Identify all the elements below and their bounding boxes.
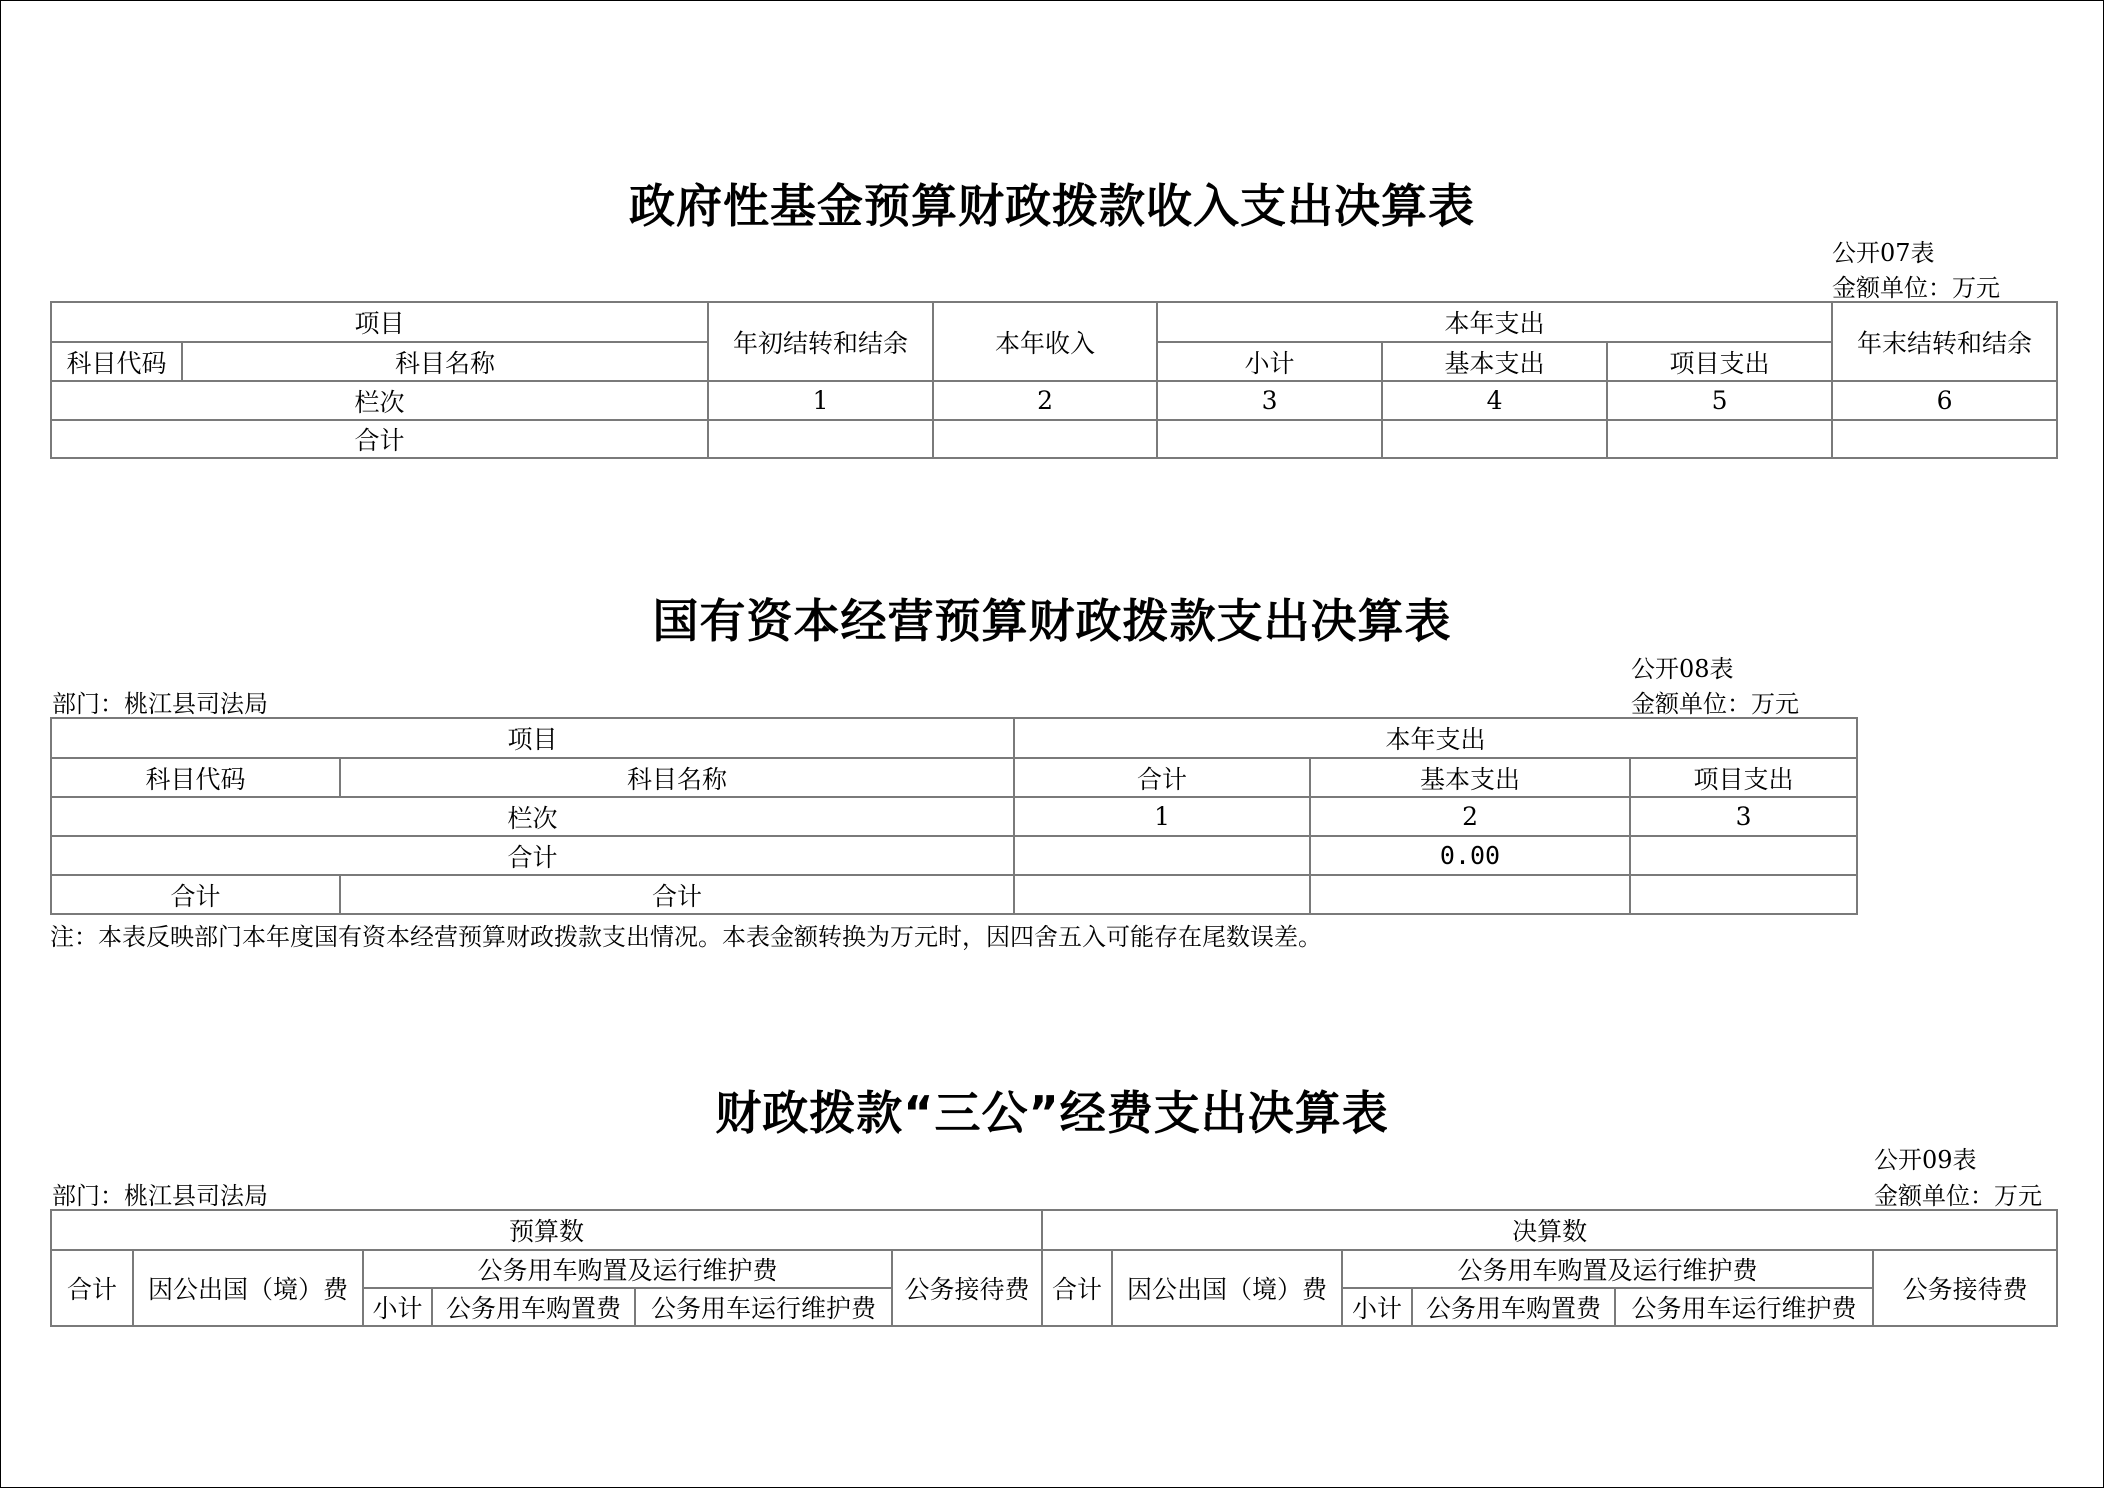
column-index: 6 [1832, 381, 2057, 420]
header-item: 项目 [51, 718, 1014, 758]
final-total-header: 合计 [1042, 1250, 1112, 1326]
table08-grid [50, 717, 1858, 915]
data-cell [1630, 875, 1857, 914]
total-cell [1832, 420, 2057, 458]
table07-number: 公开07表 [1832, 239, 1935, 267]
table07-grid [50, 301, 2058, 459]
final-reception-header: 公务接待费 [1873, 1250, 2057, 1326]
header-subject-code: 科目代码 [51, 342, 182, 381]
table09-department: 部门：桃江县司法局 [52, 1182, 268, 1210]
header-final: 决算数 [1042, 1210, 2057, 1250]
column-index: 4 [1382, 381, 1607, 420]
header-basic-expense: 基本支出 [1382, 342, 1607, 381]
budget-vehicle-header: 公务用车购置及运行维护费 [363, 1250, 892, 1288]
budget-subtotal-header: 小计 [363, 1288, 432, 1326]
total-cell [1607, 420, 1832, 458]
column-index: 2 [933, 381, 1157, 420]
total-row-label: 合计 [51, 836, 1014, 875]
row-subject-name: 合计 [340, 875, 1014, 914]
total-cell [1014, 836, 1310, 875]
header-item: 项目 [51, 302, 708, 342]
final-abroad-header: 因公出国（境）费 [1112, 1250, 1342, 1326]
header-expense: 本年支出 [1014, 718, 1857, 758]
table09-title: 财政拨款“三公”经费支出决算表 [715, 1086, 1389, 1140]
final-vehicle-maintenance-header: 公务用车运行维护费 [1615, 1288, 1873, 1326]
row-subject-code: 合计 [51, 875, 340, 914]
header-expense: 本年支出 [1157, 302, 1832, 342]
total-cell [708, 420, 933, 458]
table09-unit: 金额单位：万元 [1874, 1182, 2042, 1210]
table09-grid [50, 1209, 2058, 1327]
header-subject-name: 科目名称 [182, 342, 708, 381]
column-index-label: 栏次 [51, 381, 708, 420]
final-vehicle-purchase-header: 公务用车购置费 [1412, 1288, 1615, 1326]
header-basic-expense: 基本支出 [1310, 758, 1630, 797]
header-end-balance: 年末结转和结余 [1832, 302, 2057, 381]
header-budget: 预算数 [51, 1210, 1042, 1250]
column-index: 1 [708, 381, 933, 420]
column-index: 2 [1310, 797, 1630, 836]
header-begin-balance: 年初结转和结余 [708, 302, 933, 381]
final-vehicle-header: 公务用车购置及运行维护费 [1342, 1250, 1873, 1288]
header-subtotal: 小计 [1157, 342, 1382, 381]
data-cell [1014, 875, 1310, 914]
budget-vehicle-maintenance-header: 公务用车运行维护费 [635, 1288, 892, 1326]
header-subject-name: 科目名称 [340, 758, 1014, 797]
total-cell [933, 420, 1157, 458]
table08-number: 公开08表 [1631, 655, 1734, 683]
total-basic-value: 0.00 [1310, 836, 1630, 875]
header-income: 本年收入 [933, 302, 1157, 381]
table08-unit: 金额单位：万元 [1631, 690, 1799, 718]
table07-unit: 金额单位：万元 [1832, 274, 2000, 302]
table07-title: 政府性基金预算财政拨款收入支出决算表 [629, 179, 1475, 233]
total-cell [1157, 420, 1382, 458]
final-subtotal-header: 小计 [1342, 1288, 1412, 1326]
column-index: 3 [1157, 381, 1382, 420]
budget-vehicle-purchase-header: 公务用车购置费 [432, 1288, 635, 1326]
table08-title: 国有资本经营预算财政拨款支出决算表 [652, 594, 1452, 648]
column-index: 3 [1630, 797, 1857, 836]
data-cell [1310, 875, 1630, 914]
column-index-label: 栏次 [51, 797, 1014, 836]
header-subject-code: 科目代码 [51, 758, 340, 797]
total-cell [1630, 836, 1857, 875]
table08-department: 部门：桃江县司法局 [52, 690, 268, 718]
budget-abroad-header: 因公出国（境）费 [133, 1250, 363, 1326]
table08-footnote: 注：本表反映部门本年度国有资本经营预算财政拨款支出情况。本表金额转换为万元时，因四舍五入可能存在尾数误差。 [50, 923, 1322, 951]
total-cell [1382, 420, 1607, 458]
column-index: 5 [1607, 381, 1832, 420]
budget-reception-header: 公务接待费 [892, 1250, 1042, 1326]
header-project-expense: 项目支出 [1630, 758, 1857, 797]
table09-number: 公开09表 [1874, 1146, 1977, 1174]
budget-total-header: 合计 [51, 1250, 133, 1326]
column-index: 1 [1014, 797, 1310, 836]
total-row-label: 合计 [51, 420, 708, 458]
header-project-expense: 项目支出 [1607, 342, 1832, 381]
header-total: 合计 [1014, 758, 1310, 797]
